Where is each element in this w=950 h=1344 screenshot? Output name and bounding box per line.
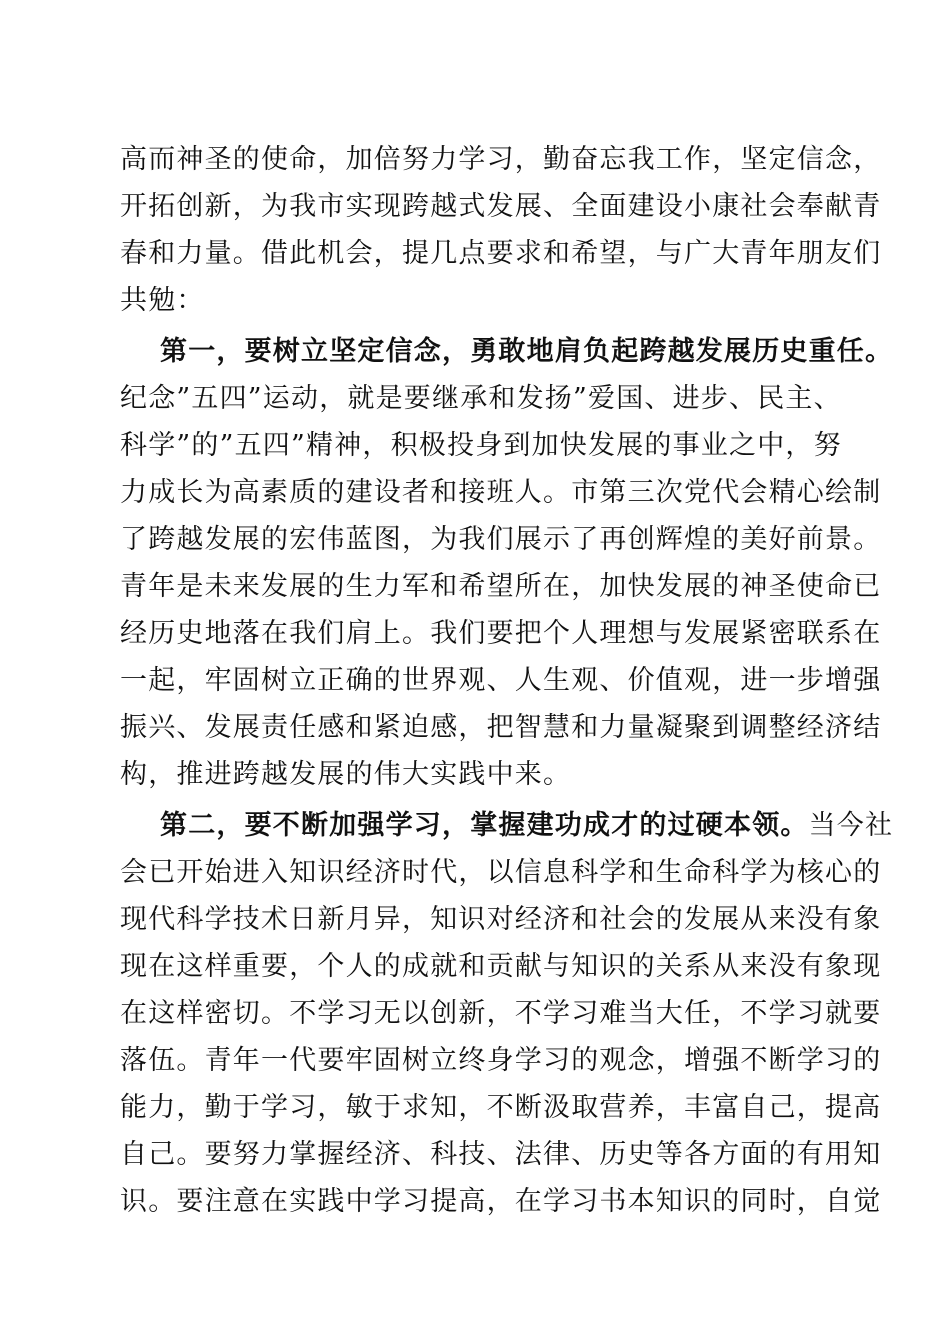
text-line: 经历史地落在我们肩上。我们要把个人理想与发展紧密联系在 (120, 618, 882, 649)
document-page (120, 136, 894, 1225)
text-line: 识。要注意在实践中学习提高，在学习书本知识的同时，自觉 (120, 1186, 882, 1217)
text-line: 开拓创新，为我市实现跨越式发展、全面建设小康社会奉献青 (120, 191, 882, 222)
paragraph-second (120, 802, 894, 1225)
text-line: 现代科学技术日新月异，知识对经济和社会的发展从来没有象 (120, 904, 882, 935)
text-line: 科学”的”五四”精神，积极投身到加快发展的事业之中，努 (120, 430, 842, 461)
paragraph-intro (120, 136, 882, 324)
text-line: 纪念”五四”运动，就是要继承和发扬”爱国、进步、民主、 (120, 383, 842, 414)
text-line: 会已开始进入知识经济时代，以信息科学和生命科学为核心的 (120, 857, 882, 888)
paragraph-heading: 第一，要树立坚定信念，勇敢地肩负起跨越发展历史重任。 (160, 336, 894, 367)
paragraph-heading: 第二，要不断加强学习，掌握建功成才的过硬本领。 (160, 810, 809, 841)
text-line: 了跨越发展的宏伟蓝图，为我们展示了再创辉煌的美好前景。 (120, 524, 882, 555)
paragraph-first (120, 328, 894, 798)
text-line: 共勉： (120, 285, 205, 316)
text-line: 现在这样重要，个人的成就和贡献与知识的关系从来没有象现 (120, 951, 882, 982)
heading-tail-text: 当今社 (808, 810, 894, 841)
text-line: 能力，勤于学习，敏于求知，不断汲取营养，丰富自己，提高 (120, 1092, 882, 1123)
text-line: 振兴、发展责任感和紧迫感，把智慧和力量凝聚到调整经济结 (120, 712, 882, 743)
text-line: 落伍。青年一代要牢固树立终身学习的观念，增强不断学习的 (120, 1045, 882, 1076)
text-line: 青年是未来发展的生力军和希望所在，加快发展的神圣使命已 (120, 571, 882, 602)
text-line: 高而神圣的使命，加倍努力学习，勤奋忘我工作，坚定信念， (120, 144, 882, 175)
text-line: 在这样密切。不学习无以创新，不学习难当大任，不学习就要 (120, 998, 882, 1029)
text-line: 构，推进跨越发展的伟大实践中来。 (120, 759, 572, 790)
text-line: 力成长为高素质的建设者和接班人。市第三次党代会精心绘制 (120, 477, 882, 508)
text-line: 一起，牢固树立正确的世界观、人生观、价值观，进一步增强 (120, 665, 882, 696)
paragraph-heading-line (120, 802, 894, 849)
text-line: 春和力量。借此机会，提几点要求和希望，与广大青年朋友们 (120, 238, 882, 269)
text-line: 自己。要努力掌握经济、科技、法律、历史等各方面的有用知 (120, 1139, 882, 1170)
